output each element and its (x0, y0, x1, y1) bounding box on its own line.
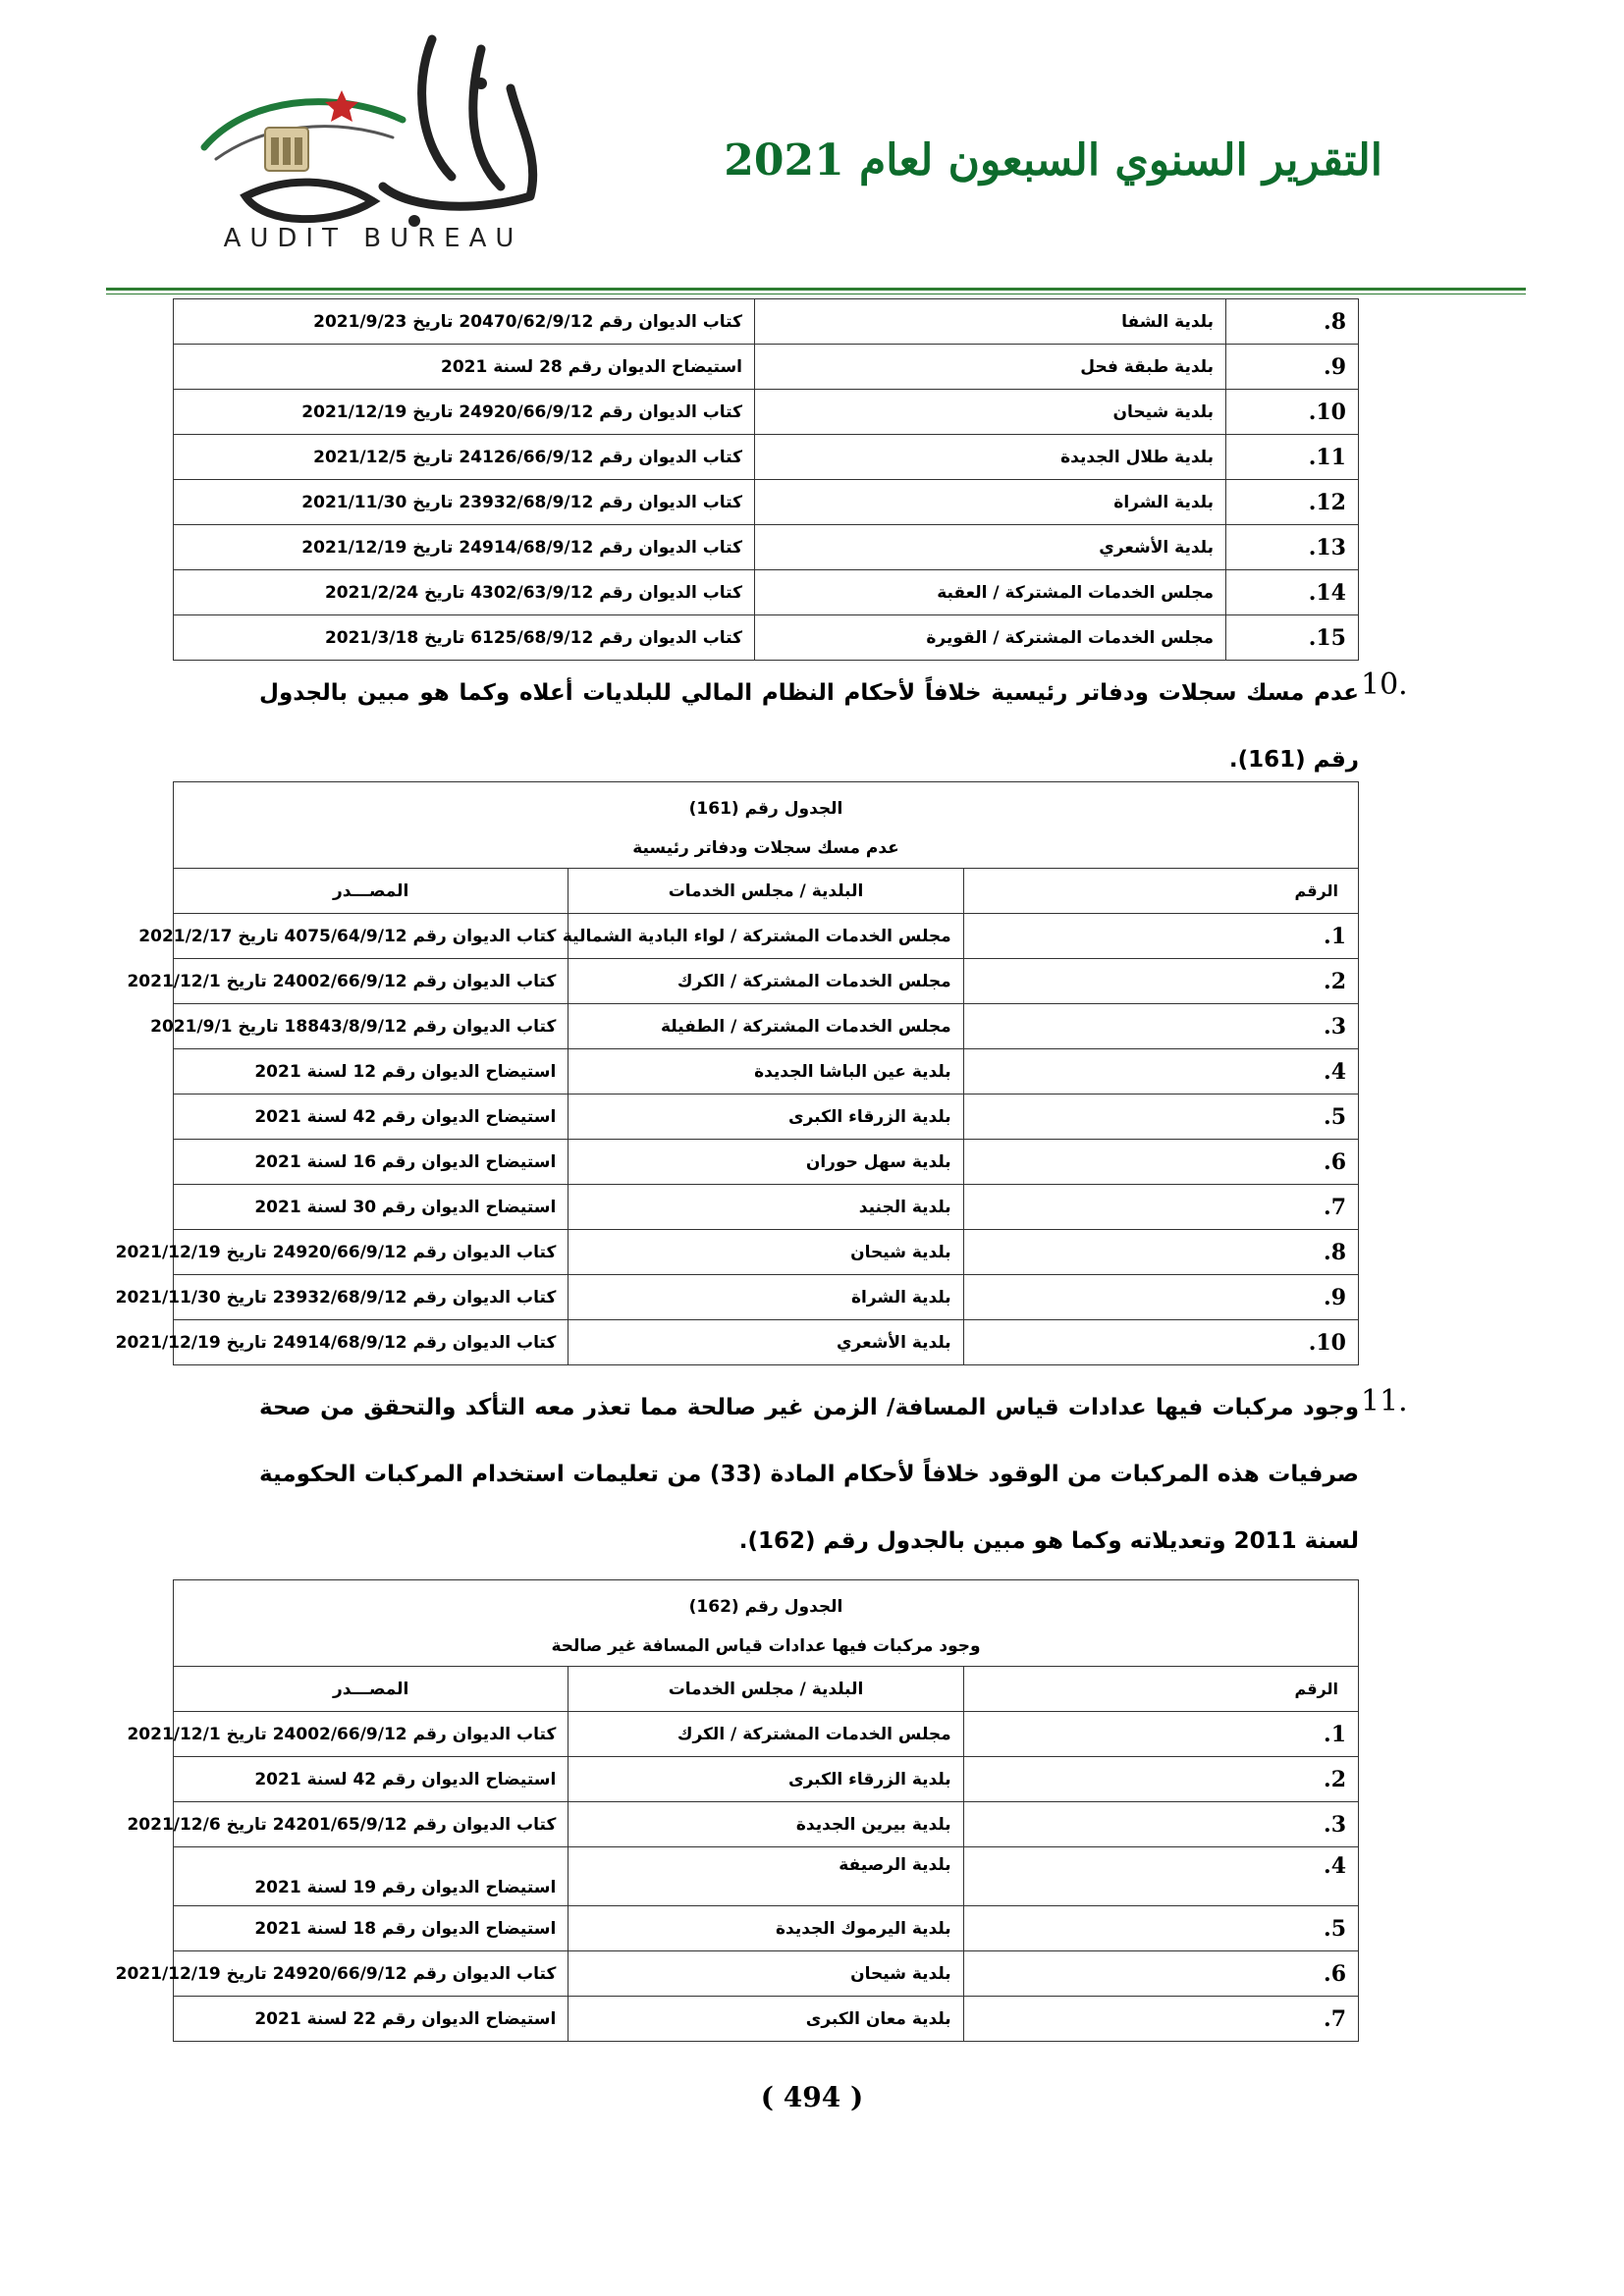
municipality-cell: بلدية الجنيد (568, 1185, 963, 1230)
municipality-cell: بلدية الأشعري (755, 525, 1226, 570)
municipality-cell: مجلس الخدمات المشتركة / القويرة (755, 615, 1226, 661)
page-header (0, 0, 1624, 294)
municipality-cell: بلدية الشراة (755, 480, 1226, 525)
source-cell: كتاب الديوان رقم 20470/62/9/12 تاريخ 2021/9/23 (174, 299, 755, 345)
header-municipality: البلدية / مجلس الخدمات (568, 869, 963, 914)
table-row (174, 570, 1359, 615)
municipality-cell: بلدية شيحان (568, 1951, 963, 1997)
row-number: 8. (963, 1230, 1358, 1275)
table-caption (174, 782, 1359, 869)
row-number: 2. (963, 1757, 1358, 1802)
source-cell: كتاب الديوان رقم 23932/68/9/12 تاريخ 2021/11/30 (174, 480, 755, 525)
table-row (174, 435, 1359, 480)
row-number: 8. (1226, 299, 1359, 345)
municipality-cell: بلدية بيرين الجديدة (568, 1802, 963, 1847)
municipality-cell: بلدية الزرقاء الكبرى (568, 1757, 963, 1802)
table-caption-row (174, 782, 1359, 869)
header-divider (106, 288, 1526, 291)
municipality-cell: بلدية الأشعري (568, 1320, 963, 1365)
table-header-row (174, 869, 1359, 914)
source-cell: استيضاح الديوان رقم 28 لسنة 2021 (174, 345, 755, 390)
municipality-cell: مجلس الخدمات المشتركة / الكرك (568, 959, 963, 1004)
row-number: 10. (963, 1320, 1358, 1365)
municipality-cell: بلدية سهل حوران (568, 1140, 963, 1185)
row-number: 12. (1226, 480, 1359, 525)
source-cell: كتاب الديوان رقم 18843/8/9/12 تاريخ 2021/9/1 (174, 1004, 568, 1049)
municipality-cell: مجلس الخدمات المشتركة / الكرك (568, 1712, 963, 1757)
table-row (174, 1185, 1359, 1230)
source-cell: كتاب الديوان رقم 24126/66/9/12 تاريخ 2021/12/5 (174, 435, 755, 480)
municipality-cell: بلدية اليرموك الجديدة (568, 1906, 963, 1951)
source-cell: استيضاح الديوان رقم 42 لسنة 2021 (174, 1095, 568, 1140)
table-row (174, 1802, 1359, 1847)
municipality-cell: بلدية معان الكبرى (568, 1997, 963, 2042)
table-title: الجدول رقم (162) (688, 1596, 843, 1617)
header-number: الرقم (963, 1667, 1358, 1712)
table-row (174, 1951, 1359, 1997)
source-cell: كتاب الديوان رقم 24920/66/9/12 تاريخ 2021/12/19 (174, 1951, 568, 1997)
row-number: 3. (963, 1802, 1358, 1847)
source-cell: استيضاح الديوان رقم 42 لسنة 2021 (174, 1757, 568, 1802)
paragraph-10: عدم مسك سجلات ودفاتر رئيسية خلافاً لأحكام النظام المالي للبلديات أعلاه وكما هو مبين بالجدول رقم (161). (259, 680, 1359, 773)
table-subtitle: عدم مسك سجلات ودفاتر رئيسية (632, 837, 899, 858)
row-number: 3. (963, 1004, 1358, 1049)
source-cell: كتاب الديوان رقم 24914/68/9/12 تاريخ 2021/12/19 (174, 525, 755, 570)
source-cell: كتاب الديوان رقم 24920/66/9/12 تاريخ 2021/12/19 (174, 390, 755, 435)
municipality-cell: بلدية شيحان (755, 390, 1226, 435)
table-row (174, 1275, 1359, 1320)
row-number: 2. (963, 959, 1358, 1004)
row-number: 9. (963, 1275, 1358, 1320)
table-row (174, 299, 1359, 345)
municipality-cell: بلدية الزرقاء الكبرى (568, 1095, 963, 1140)
municipality-cell: بلدية طلال الجديدة (755, 435, 1226, 480)
row-number: 10. (1226, 390, 1359, 435)
table-row (174, 1004, 1359, 1049)
source-cell: كتاب الديوان رقم 24002/66/9/12 تاريخ 2021/12/1 (174, 959, 568, 1004)
header-number: الرقم (963, 869, 1358, 914)
row-number: 6. (963, 1140, 1358, 1185)
source-cell: استيضاح الديوان رقم 22 لسنة 2021 (174, 1997, 568, 2042)
source-cell: كتاب الديوان رقم 23932/68/9/12 تاريخ 2021/11/30 (174, 1275, 568, 1320)
row-number: 9. (1226, 345, 1359, 390)
table-row (174, 1712, 1359, 1757)
logo-latin-text: AUDIT BUREAU (223, 224, 523, 253)
header-municipality: البلدية / مجلس الخدمات (568, 1667, 963, 1712)
source-cell: كتاب الديوان رقم 24002/66/9/12 تاريخ 2021/12/1 (174, 1712, 568, 1757)
table-caption-row (174, 1580, 1359, 1667)
municipality-cell: بلدية شيحان (568, 1230, 963, 1275)
row-number: 4. (963, 1049, 1358, 1095)
row-number: 7. (963, 1185, 1358, 1230)
table-row (174, 1140, 1359, 1185)
row-number: 5. (963, 1906, 1358, 1951)
municipality-cell: بلدية الشراة (568, 1275, 963, 1320)
source-cell: كتاب الديوان رقم 24201/65/9/12 تاريخ 2021/12/6 (174, 1802, 568, 1847)
table-row (174, 1049, 1359, 1095)
source-cell: استيضاح الديوان رقم 19 لسنة 2021 (174, 1847, 568, 1906)
municipality-cell: بلدية الشفا (755, 299, 1226, 345)
header-source: المصـــدر (174, 1667, 568, 1712)
table-row (174, 525, 1359, 570)
header-source: المصـــدر (174, 869, 568, 914)
table-row (174, 1320, 1359, 1365)
table-row (174, 615, 1359, 661)
row-number: 1. (963, 914, 1358, 959)
table-subtitle: وجود مركبات فيها عدادات قياس المسافة غير صالحة (551, 1635, 981, 1656)
municipality-cell: مجلس الخدمات المشتركة / العقبة (755, 570, 1226, 615)
page-number: ( 494 ) (760, 2081, 864, 2113)
source-cell: كتاب الديوان رقم 6125/68/9/12 تاريخ 2021/3/18 (174, 615, 755, 661)
table-title: الجدول رقم (161) (688, 798, 843, 819)
table-row (174, 959, 1359, 1004)
table-161 (115, 781, 1359, 1365)
source-cell: كتاب الديوان رقم 24914/68/9/12 تاريخ 2021/12/19 (174, 1320, 568, 1365)
table-row (174, 1906, 1359, 1951)
municipality-cell: بلدية الرصيفة (568, 1847, 963, 1906)
municipality-cell: بلدية عين الباشا الجديدة (568, 1049, 963, 1095)
row-number: 13. (1226, 525, 1359, 570)
municipality-cell: بلدية طبقة فحل (755, 345, 1226, 390)
row-number: 5. (963, 1095, 1358, 1140)
row-number: 11. (1226, 435, 1359, 480)
source-cell: كتاب الديوان رقم 4302/63/9/12 تاريخ 2021/2/24 (174, 570, 755, 615)
table-row (174, 390, 1359, 435)
paragraph-11: وجود مركبات فيها عدادات قياس المسافة/ الزمن غير صالحة مما تعذر معه التأكد والتحقق من صحة صرفيات هذه المركبات من الوقود خلافاً لأحكام المادة (33) من تعليمات استخدام المركبات الحكومية لسنة 2011 وتعديلاته وكما هو مبين بالجدول رقم (162). (259, 1395, 1359, 1554)
row-number: 4. (963, 1847, 1358, 1906)
source-cell: كتاب الديوان رقم 24920/66/9/12 تاريخ 2021/12/19 (174, 1230, 568, 1275)
table-header-row (174, 1667, 1359, 1712)
table-row (174, 1095, 1359, 1140)
paragraph-number: 11. (1361, 1384, 1408, 1418)
report-title: التقرير السنوي السبعون لعام 2021 (724, 135, 1382, 186)
table-row (174, 1230, 1359, 1275)
table-row (174, 1847, 1359, 1906)
table-row (174, 1997, 1359, 2042)
source-cell: استيضاح الديوان رقم 18 لسنة 2021 (174, 1906, 568, 1951)
source-cell: استيضاح الديوان رقم 12 لسنة 2021 (174, 1049, 568, 1095)
table-162 (115, 1579, 1359, 2042)
table-row (174, 345, 1359, 390)
row-number: 14. (1226, 570, 1359, 615)
source-cell: استيضاح الديوان رقم 30 لسنة 2021 (174, 1185, 568, 1230)
row-number: 7. (963, 1997, 1358, 2042)
source-cell: استيضاح الديوان رقم 16 لسنة 2021 (174, 1140, 568, 1185)
paragraph-number: 10. (1361, 667, 1408, 702)
row-number: 6. (963, 1951, 1358, 1997)
table-row (174, 914, 1359, 959)
row-number: 1. (963, 1712, 1358, 1757)
table-continued (173, 298, 1359, 661)
row-number: 15. (1226, 615, 1359, 661)
municipality-cell: مجلس الخدمات المشتركة / لواء البادية الشمالية (568, 914, 963, 959)
table-row (174, 480, 1359, 525)
municipality-cell: مجلس الخدمات المشتركة / الطفيلة (568, 1004, 963, 1049)
table-caption (174, 1580, 1359, 1667)
table-row (174, 1757, 1359, 1802)
source-cell: كتاب الديوان رقم 4075/64/9/12 تاريخ 2021/2/17 (174, 914, 568, 959)
